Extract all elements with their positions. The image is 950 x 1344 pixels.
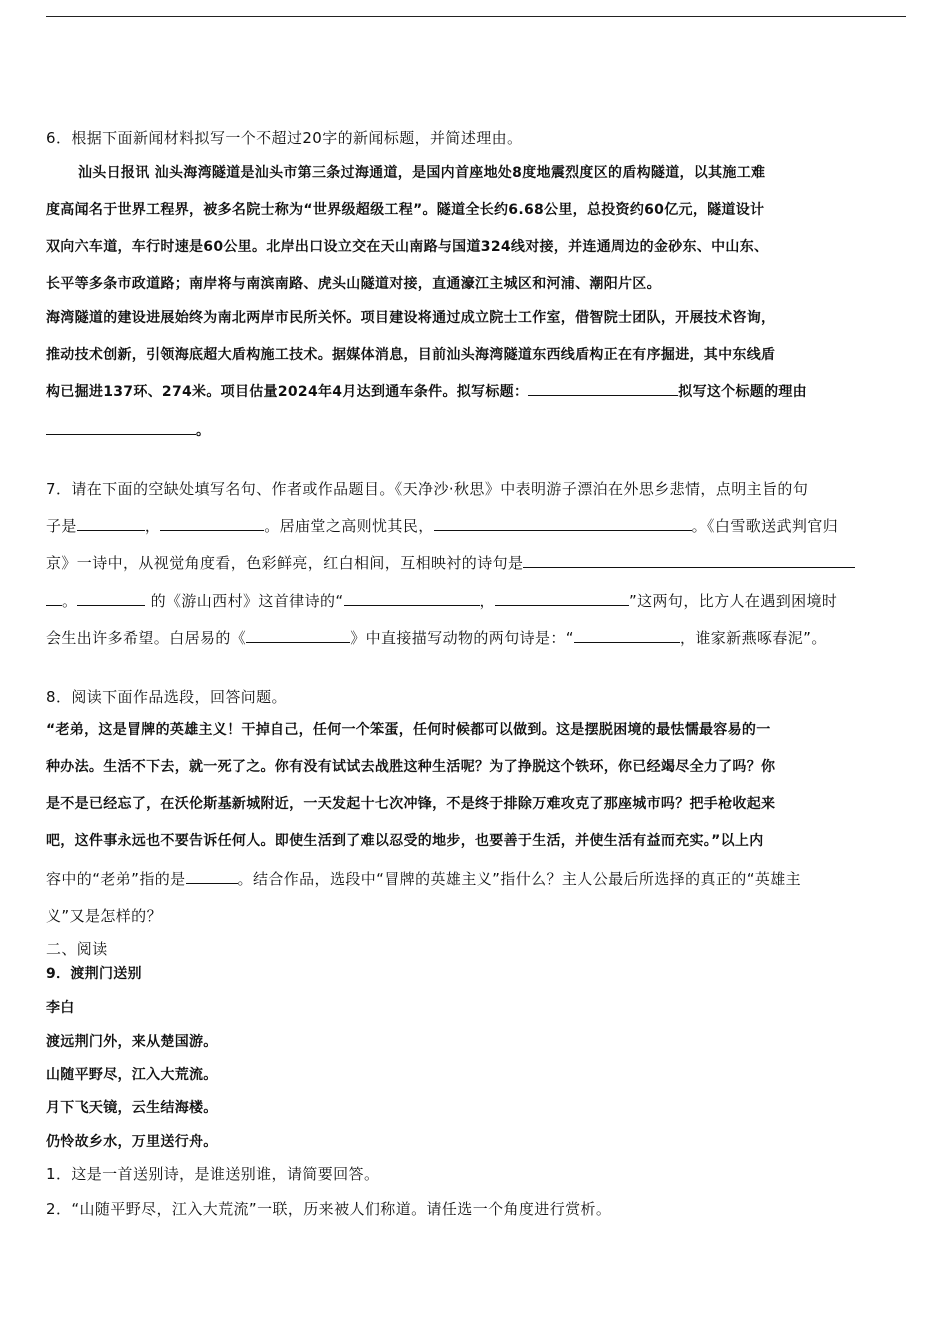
q7-text: 。: [62, 592, 78, 610]
q8-passage-line2: 种办法。生活不下去，就一死了之。你有没有试试去战胜这种生活呢？为了挣脱这个铁环，你已经竭尽全力了吗？你: [46, 759, 776, 775]
q6-text: 拟写这个标题的理由: [678, 384, 807, 400]
q9-poem-line4: 仍怜故乡水，万里送行舟。: [46, 1134, 218, 1150]
q6-p1-line2: 度高闻名于世界工程界，被多名院士称为“世界级超级工程”。隧道全长约6.68公里，总投资约60亿元，隧道设计: [46, 202, 765, 218]
q6-text: 。: [196, 423, 211, 439]
q6-p1-line1: 汕头日报讯 汕头海湾隧道是汕头市第三条过海通道，是国内首座地处8度地震烈度区的盾构隧道，以其施工难: [78, 165, 766, 181]
q6-p2-line2: 推动技术创新，引领海底超大盾构施工技术。据媒体消息，目前汕头海湾隧道东西线盾构正在有序掘进，其中东线盾: [46, 347, 776, 363]
q6-text: 构已掘进137环、274米。项目估量2024年4月达到通车条件。拟写标题：: [46, 384, 529, 400]
section-heading: 二、阅读: [46, 940, 108, 958]
q7-text: ”这两句，比方人在遇到困境时: [628, 592, 838, 610]
q7-line4: [46, 590, 906, 611]
q9-poem-line1: 渡远荆门外，来从楚国游。: [46, 1034, 218, 1050]
q7-blank-4[interactable]: [523, 554, 855, 568]
q6-title-blank[interactable]: [528, 382, 678, 396]
q6-p1-line4: 长平等多条市政道路；南岸将与南滨南路、虎头山隧道对接，直通濠江主城区和河浦、潮阳片区。: [46, 276, 661, 292]
q7-text: ，谁家新燕啄春泥”。: [679, 629, 827, 647]
q8-line6: 义”又是怎样的？: [46, 907, 162, 925]
q9-subquestion-2: 2．“山随平野尽，江入大荒流”一联，历来被人们称道。请任选一个角度进行赏析。: [46, 1200, 612, 1218]
q6-p1-line3: 双向六车道，车行时速是60公里。北岸出口设立交在天山南路与国道324线对接，并连通周边的金砂东、中山东、: [46, 239, 769, 255]
q7-text: 会生出许多希望。白居易的《: [46, 629, 247, 647]
q9-subquestion-1: 1．这是一首送别诗，是谁送别谁，请简要回答。: [46, 1165, 380, 1183]
q7-text: 的《游山西村》这首律诗的“: [145, 592, 344, 610]
q7-text: 。居庙堂之高则忧其民，: [264, 517, 434, 535]
q7-text: ，: [144, 517, 161, 535]
q8-text: 。结合作品，选段中“冒牌的英雄主义”指什么？主人公最后所选择的真正的“英雄主: [237, 870, 802, 888]
q7-line2: [46, 515, 906, 536]
q8-stem: 8．阅读下面作品选段，回答问题。: [46, 688, 287, 706]
q7-text: ，: [479, 592, 495, 610]
q6-reason-blank[interactable]: [46, 421, 196, 435]
q6-p2-line3: [46, 381, 906, 401]
q6-stem: 6．根据下面新闻材料拟写一个不超过20字的新闻标题，并简述理由。: [46, 129, 523, 147]
q7-text: 子是: [46, 517, 77, 535]
q7-blank-1[interactable]: [77, 517, 145, 531]
q8-line5: [46, 868, 906, 889]
q8-passage-line1: “老弟，这是冒牌的英雄主义！干掉自己，任何一个笨蛋，任何时候都可以做到。这是摆脱困境的最怯懦最容易的一: [46, 722, 771, 738]
q7-blank-8[interactable]: [246, 629, 350, 643]
q7-blank-6[interactable]: [344, 592, 480, 606]
q6-p2-line1: 海湾隧道的建设进展始终为南北两岸市民所关怀。项目建设将通过成立院士工作室，借智院士团队，开展技术咨询，: [46, 310, 776, 326]
q7-line3: [46, 552, 906, 573]
q9-title: 9．渡荆门送别: [46, 966, 142, 982]
q7-text: 》中直接描写动物的两句诗是：“: [350, 629, 574, 647]
q7-blank-4-cont[interactable]: [46, 592, 62, 606]
q7-text: 京》一诗中，从视觉角度看，色彩鲜亮，红白相间，互相映衬的诗句是: [46, 554, 524, 572]
q7-blank-2[interactable]: [160, 517, 264, 531]
q8-passage-line3: 是不是已经忘了，在沃伦斯基新城附近，一天发起十七次冲锋，不是终于排除万难攻克了那座城市吗？把手枪收起来: [46, 796, 776, 812]
header-rule: [46, 16, 906, 17]
q7-line5: [46, 627, 906, 648]
q9-poem-line3: 月下飞天镜，云生结海楼。: [46, 1100, 218, 1116]
q7-text: 。《白雪歌送武判官归: [691, 517, 839, 535]
q7-blank-5[interactable]: [77, 592, 145, 606]
q8-text: 容中的“老弟”指的是: [46, 870, 186, 888]
q9-poem-line2: 山随平野尽，江入大荒流。: [46, 1067, 218, 1083]
q9-author: 李白: [46, 1000, 75, 1016]
q8-passage-line4: 吧，这件事永远也不要告诉任何人。即使生活到了难以忍受的地步，也要善于生活，并使生活有益而充实。”以上内: [46, 833, 764, 849]
q7-blank-3[interactable]: [434, 517, 692, 531]
q7-blank-7[interactable]: [495, 592, 629, 606]
q7-blank-9[interactable]: [574, 629, 680, 643]
q7-line1: 7．请在下面的空缺处填写名句、作者或作品题目。《天净沙·秋思》中表明游子漂泊在外思乡悲情，点明主旨的句: [46, 480, 809, 498]
q8-blank[interactable]: [186, 870, 238, 884]
q6-p2-line4: [46, 420, 906, 440]
